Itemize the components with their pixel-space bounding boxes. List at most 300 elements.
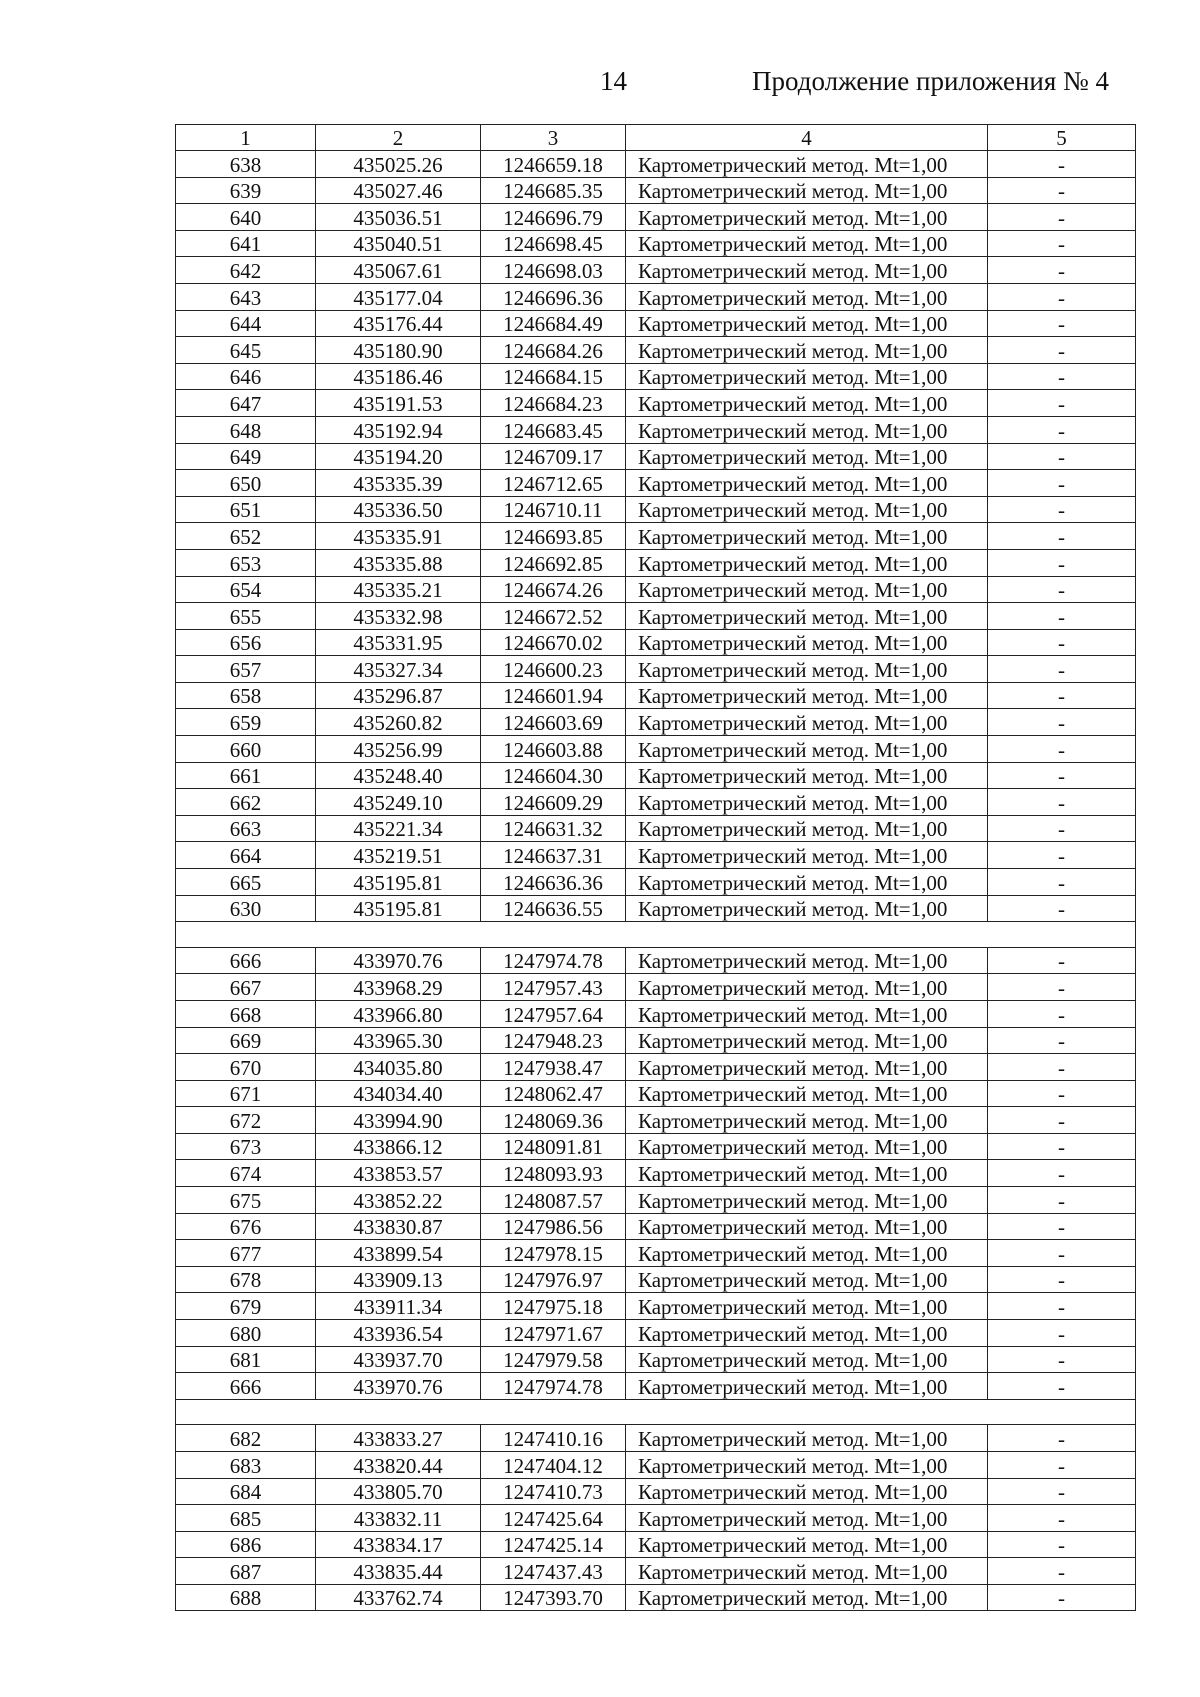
method-cell: Картометрический метод. Mt=1,00 <box>626 283 988 310</box>
method-cell: Картометрический метод. Mt=1,00 <box>626 1320 988 1347</box>
point-number-cell: 642 <box>176 257 316 284</box>
x-coordinate-cell: 433830.87 <box>316 1213 481 1240</box>
note-cell: - <box>988 1240 1136 1267</box>
method-cell: Картометрический метод. Mt=1,00 <box>626 1133 988 1160</box>
coordinates-table <box>175 124 1136 1611</box>
x-coordinate-cell: 433937.70 <box>316 1346 481 1373</box>
table-row <box>176 257 1136 284</box>
x-coordinate-cell: 433994.90 <box>316 1107 481 1134</box>
method-cell: Картометрический метод. Mt=1,00 <box>626 1054 988 1081</box>
y-coordinate-cell: 1246684.15 <box>481 363 626 390</box>
y-coordinate-cell: 1247404.12 <box>481 1451 626 1478</box>
group-separator-row <box>176 922 1136 948</box>
note-cell: - <box>988 1558 1136 1585</box>
table-row <box>176 1080 1136 1107</box>
x-coordinate-cell: 435195.81 <box>316 895 481 922</box>
column-header: 4 <box>626 125 988 151</box>
method-cell: Картометрический метод. Mt=1,00 <box>626 682 988 709</box>
point-number-cell: 664 <box>176 842 316 869</box>
method-cell: Картометрический метод. Mt=1,00 <box>626 1027 988 1054</box>
method-cell: Картометрический метод. Mt=1,00 <box>626 736 988 763</box>
table-row <box>176 682 1136 709</box>
note-cell: - <box>988 257 1136 284</box>
y-coordinate-cell: 1247957.64 <box>481 1000 626 1027</box>
table-row <box>176 337 1136 364</box>
x-coordinate-cell: 433853.57 <box>316 1160 481 1187</box>
x-coordinate-cell: 433968.29 <box>316 974 481 1001</box>
y-coordinate-cell: 1246692.85 <box>481 549 626 576</box>
y-coordinate-cell: 1247410.16 <box>481 1425 626 1452</box>
y-coordinate-cell: 1246685.35 <box>481 177 626 204</box>
method-cell: Картометрический метод. Mt=1,00 <box>626 204 988 231</box>
x-coordinate-cell: 435332.98 <box>316 603 481 630</box>
note-cell: - <box>988 470 1136 497</box>
x-coordinate-cell: 435335.21 <box>316 576 481 603</box>
table-row <box>176 470 1136 497</box>
y-coordinate-cell: 1246631.32 <box>481 815 626 842</box>
point-number-cell: 675 <box>176 1187 316 1214</box>
x-coordinate-cell: 434034.40 <box>316 1080 481 1107</box>
table-row <box>176 523 1136 550</box>
note-cell: - <box>988 682 1136 709</box>
note-cell: - <box>988 1425 1136 1452</box>
y-coordinate-cell: 1246698.03 <box>481 257 626 284</box>
table-row <box>176 1373 1136 1400</box>
point-number-cell: 683 <box>176 1451 316 1478</box>
note-cell: - <box>988 337 1136 364</box>
table-row <box>176 1133 1136 1160</box>
y-coordinate-cell: 1246672.52 <box>481 603 626 630</box>
note-cell: - <box>988 1531 1136 1558</box>
note-cell: - <box>988 1478 1136 1505</box>
x-coordinate-cell: 435296.87 <box>316 682 481 709</box>
point-number-cell: 667 <box>176 974 316 1001</box>
y-coordinate-cell: 1248069.36 <box>481 1107 626 1134</box>
table-row <box>176 1505 1136 1532</box>
table-row <box>176 1584 1136 1611</box>
y-coordinate-cell: 1247976.97 <box>481 1266 626 1293</box>
method-cell: Картометрический метод. Mt=1,00 <box>626 1266 988 1293</box>
y-coordinate-cell: 1246693.85 <box>481 523 626 550</box>
x-coordinate-cell: 435036.51 <box>316 204 481 231</box>
table-row <box>176 629 1136 656</box>
x-coordinate-cell: 435040.51 <box>316 230 481 257</box>
column-number-row <box>176 125 1136 151</box>
y-coordinate-cell: 1247974.78 <box>481 1373 626 1400</box>
note-cell: - <box>988 709 1136 736</box>
note-cell: - <box>988 603 1136 630</box>
method-cell: Картометрический метод. Mt=1,00 <box>626 1373 988 1400</box>
y-coordinate-cell: 1246698.45 <box>481 230 626 257</box>
method-cell: Картометрический метод. Mt=1,00 <box>626 151 988 178</box>
x-coordinate-cell: 433911.34 <box>316 1293 481 1320</box>
y-coordinate-cell: 1247410.73 <box>481 1478 626 1505</box>
x-coordinate-cell: 435186.46 <box>316 363 481 390</box>
table-row <box>176 895 1136 922</box>
method-cell: Картометрический метод. Mt=1,00 <box>626 1213 988 1240</box>
x-coordinate-cell: 435249.10 <box>316 789 481 816</box>
y-coordinate-cell: 1246609.29 <box>481 789 626 816</box>
point-number-cell: 681 <box>176 1346 316 1373</box>
point-number-cell: 645 <box>176 337 316 364</box>
page-number: 14 <box>600 66 627 96</box>
note-cell: - <box>988 1346 1136 1373</box>
method-cell: Картометрический метод. Mt=1,00 <box>626 762 988 789</box>
point-number-cell: 668 <box>176 1000 316 1027</box>
x-coordinate-cell: 435331.95 <box>316 629 481 656</box>
x-coordinate-cell: 435180.90 <box>316 337 481 364</box>
point-number-cell: 680 <box>176 1320 316 1347</box>
method-cell: Картометрический метод. Mt=1,00 <box>626 1107 988 1134</box>
x-coordinate-cell: 435221.34 <box>316 815 481 842</box>
x-coordinate-cell: 435027.46 <box>316 177 481 204</box>
table-row <box>176 709 1136 736</box>
method-cell: Картометрический метод. Mt=1,00 <box>626 470 988 497</box>
y-coordinate-cell: 1246674.26 <box>481 576 626 603</box>
table-row <box>176 789 1136 816</box>
point-number-cell: 659 <box>176 709 316 736</box>
column-header: 2 <box>316 125 481 151</box>
point-number-cell: 660 <box>176 736 316 763</box>
y-coordinate-cell: 1247971.67 <box>481 1320 626 1347</box>
method-cell: Картометрический метод. Mt=1,00 <box>626 1451 988 1478</box>
x-coordinate-cell: 433805.70 <box>316 1478 481 1505</box>
y-coordinate-cell: 1248087.57 <box>481 1187 626 1214</box>
y-coordinate-cell: 1246603.69 <box>481 709 626 736</box>
method-cell: Картометрический метод. Mt=1,00 <box>626 1000 988 1027</box>
method-cell: Картометрический метод. Mt=1,00 <box>626 842 988 869</box>
x-coordinate-cell: 435067.61 <box>316 257 481 284</box>
y-coordinate-cell: 1247957.43 <box>481 974 626 1001</box>
table-row <box>176 603 1136 630</box>
method-cell: Картометрический метод. Mt=1,00 <box>626 1584 988 1611</box>
table-row <box>176 815 1136 842</box>
y-coordinate-cell: 1246684.49 <box>481 310 626 337</box>
method-cell: Картометрический метод. Mt=1,00 <box>626 895 988 922</box>
method-cell: Картометрический метод. Mt=1,00 <box>626 390 988 417</box>
method-cell: Картометрический метод. Mt=1,00 <box>626 1531 988 1558</box>
point-number-cell: 649 <box>176 443 316 470</box>
y-coordinate-cell: 1247948.23 <box>481 1027 626 1054</box>
x-coordinate-cell: 435192.94 <box>316 416 481 443</box>
method-cell: Картометрический метод. Mt=1,00 <box>626 363 988 390</box>
point-number-cell: 688 <box>176 1584 316 1611</box>
note-cell: - <box>988 1107 1136 1134</box>
point-number-cell: 641 <box>176 230 316 257</box>
table-row <box>176 656 1136 683</box>
note-cell: - <box>988 549 1136 576</box>
x-coordinate-cell: 433970.76 <box>316 947 481 974</box>
table-row <box>176 310 1136 337</box>
table-row <box>176 230 1136 257</box>
note-cell: - <box>988 390 1136 417</box>
table-row <box>176 1160 1136 1187</box>
x-coordinate-cell: 435335.88 <box>316 549 481 576</box>
x-coordinate-cell: 435336.50 <box>316 496 481 523</box>
point-number-cell: 658 <box>176 682 316 709</box>
table-row <box>176 1293 1136 1320</box>
x-coordinate-cell: 433965.30 <box>316 1027 481 1054</box>
table-row <box>176 1451 1136 1478</box>
x-coordinate-cell: 433909.13 <box>316 1266 481 1293</box>
table-row <box>176 1000 1136 1027</box>
table-row <box>176 1346 1136 1373</box>
y-coordinate-cell: 1247978.15 <box>481 1240 626 1267</box>
note-cell: - <box>988 1505 1136 1532</box>
point-number-cell: 650 <box>176 470 316 497</box>
note-cell: - <box>988 1133 1136 1160</box>
method-cell: Картометрический метод. Mt=1,00 <box>626 1505 988 1532</box>
y-coordinate-cell: 1247974.78 <box>481 947 626 974</box>
point-number-cell: 682 <box>176 1425 316 1452</box>
note-cell: - <box>988 895 1136 922</box>
note-cell: - <box>988 363 1136 390</box>
x-coordinate-cell: 435260.82 <box>316 709 481 736</box>
note-cell: - <box>988 177 1136 204</box>
y-coordinate-cell: 1246696.79 <box>481 204 626 231</box>
method-cell: Картометрический метод. Mt=1,00 <box>626 789 988 816</box>
table-row <box>176 177 1136 204</box>
note-cell: - <box>988 947 1136 974</box>
point-number-cell: 671 <box>176 1080 316 1107</box>
y-coordinate-cell: 1247938.47 <box>481 1054 626 1081</box>
table-row <box>176 1054 1136 1081</box>
method-cell: Картометрический метод. Mt=1,00 <box>626 1240 988 1267</box>
y-coordinate-cell: 1246684.26 <box>481 337 626 364</box>
point-number-cell: 673 <box>176 1133 316 1160</box>
table-row <box>176 842 1136 869</box>
table-row <box>176 1187 1136 1214</box>
note-cell: - <box>988 869 1136 896</box>
method-cell: Картометрический метод. Mt=1,00 <box>626 709 988 736</box>
x-coordinate-cell: 433899.54 <box>316 1240 481 1267</box>
method-cell: Картометрический метод. Mt=1,00 <box>626 1160 988 1187</box>
x-coordinate-cell: 434035.80 <box>316 1054 481 1081</box>
point-number-cell: 654 <box>176 576 316 603</box>
method-cell: Картометрический метод. Mt=1,00 <box>626 603 988 630</box>
note-cell: - <box>988 151 1136 178</box>
table-row <box>176 283 1136 310</box>
point-number-cell: 674 <box>176 1160 316 1187</box>
point-number-cell: 630 <box>176 895 316 922</box>
table-row <box>176 1531 1136 1558</box>
point-number-cell: 640 <box>176 204 316 231</box>
method-cell: Картометрический метод. Mt=1,00 <box>626 496 988 523</box>
point-number-cell: 655 <box>176 603 316 630</box>
x-coordinate-cell: 435327.34 <box>316 656 481 683</box>
x-coordinate-cell: 435335.39 <box>316 470 481 497</box>
method-cell: Картометрический метод. Mt=1,00 <box>626 549 988 576</box>
table-row <box>176 1213 1136 1240</box>
point-number-cell: 678 <box>176 1266 316 1293</box>
note-cell: - <box>988 283 1136 310</box>
table-row <box>176 1478 1136 1505</box>
y-coordinate-cell: 1246601.94 <box>481 682 626 709</box>
y-coordinate-cell: 1246604.30 <box>481 762 626 789</box>
table-row <box>176 416 1136 443</box>
y-coordinate-cell: 1247986.56 <box>481 1213 626 1240</box>
x-coordinate-cell: 433970.76 <box>316 1373 481 1400</box>
table-row <box>176 1320 1136 1347</box>
point-number-cell: 661 <box>176 762 316 789</box>
note-cell: - <box>988 789 1136 816</box>
point-number-cell: 646 <box>176 363 316 390</box>
note-cell: - <box>988 736 1136 763</box>
y-coordinate-cell: 1247975.18 <box>481 1293 626 1320</box>
column-header: 3 <box>481 125 626 151</box>
method-cell: Картометрический метод. Mt=1,00 <box>626 310 988 337</box>
table-row <box>176 974 1136 1001</box>
point-number-cell: 685 <box>176 1505 316 1532</box>
point-number-cell: 663 <box>176 815 316 842</box>
y-coordinate-cell: 1246696.36 <box>481 283 626 310</box>
y-coordinate-cell: 1246710.11 <box>481 496 626 523</box>
method-cell: Картометрический метод. Mt=1,00 <box>626 815 988 842</box>
note-cell: - <box>988 842 1136 869</box>
point-number-cell: 656 <box>176 629 316 656</box>
x-coordinate-cell: 433835.44 <box>316 1558 481 1585</box>
point-number-cell: 665 <box>176 869 316 896</box>
table-row <box>176 947 1136 974</box>
table-row <box>176 151 1136 178</box>
point-number-cell: 684 <box>176 1478 316 1505</box>
point-number-cell: 639 <box>176 177 316 204</box>
note-cell: - <box>988 416 1136 443</box>
method-cell: Картометрический метод. Mt=1,00 <box>626 230 988 257</box>
table-row <box>176 1558 1136 1585</box>
note-cell: - <box>988 762 1136 789</box>
x-coordinate-cell: 435177.04 <box>316 283 481 310</box>
method-cell: Картометрический метод. Mt=1,00 <box>626 1425 988 1452</box>
method-cell: Картометрический метод. Mt=1,00 <box>626 1293 988 1320</box>
note-cell: - <box>988 1187 1136 1214</box>
appendix-continuation-header: Продолжение приложения № 4 <box>752 66 1110 96</box>
x-coordinate-cell: 435248.40 <box>316 762 481 789</box>
point-number-cell: 647 <box>176 390 316 417</box>
note-cell: - <box>988 1266 1136 1293</box>
table-row <box>176 390 1136 417</box>
note-cell: - <box>988 1373 1136 1400</box>
method-cell: Картометрический метод. Mt=1,00 <box>626 947 988 974</box>
method-cell: Картометрический метод. Mt=1,00 <box>626 443 988 470</box>
y-coordinate-cell: 1246670.02 <box>481 629 626 656</box>
note-cell: - <box>988 1054 1136 1081</box>
table-row <box>176 1240 1136 1267</box>
y-coordinate-cell: 1247437.43 <box>481 1558 626 1585</box>
x-coordinate-cell: 433834.17 <box>316 1531 481 1558</box>
y-coordinate-cell: 1246636.36 <box>481 869 626 896</box>
point-number-cell: 670 <box>176 1054 316 1081</box>
y-coordinate-cell: 1247425.14 <box>481 1531 626 1558</box>
y-coordinate-cell: 1248062.47 <box>481 1080 626 1107</box>
point-number-cell: 687 <box>176 1558 316 1585</box>
table-row <box>176 443 1136 470</box>
table-body <box>176 125 1136 1611</box>
table-row <box>176 363 1136 390</box>
table-row <box>176 549 1136 576</box>
method-cell: Картометрический метод. Mt=1,00 <box>626 1558 988 1585</box>
method-cell: Картометрический метод. Mt=1,00 <box>626 1346 988 1373</box>
x-coordinate-cell: 433833.27 <box>316 1425 481 1452</box>
y-coordinate-cell: 1246712.65 <box>481 470 626 497</box>
point-number-cell: 672 <box>176 1107 316 1134</box>
method-cell: Картометрический метод. Mt=1,00 <box>626 1080 988 1107</box>
method-cell: Картометрический метод. Mt=1,00 <box>626 337 988 364</box>
x-coordinate-cell: 433866.12 <box>316 1133 481 1160</box>
point-number-cell: 657 <box>176 656 316 683</box>
table-row <box>176 1266 1136 1293</box>
method-cell: Картометрический метод. Mt=1,00 <box>626 629 988 656</box>
table-row <box>176 576 1136 603</box>
point-number-cell: 651 <box>176 496 316 523</box>
table-row <box>176 1425 1136 1452</box>
method-cell: Картометрический метод. Mt=1,00 <box>626 257 988 284</box>
group-separator-row <box>176 1399 1136 1425</box>
point-number-cell: 669 <box>176 1027 316 1054</box>
x-coordinate-cell: 435025.26 <box>316 151 481 178</box>
method-cell: Картометрический метод. Mt=1,00 <box>626 576 988 603</box>
x-coordinate-cell: 435335.91 <box>316 523 481 550</box>
method-cell: Картометрический метод. Mt=1,00 <box>626 974 988 1001</box>
note-cell: - <box>988 1584 1136 1611</box>
point-number-cell: 662 <box>176 789 316 816</box>
x-coordinate-cell: 435256.99 <box>316 736 481 763</box>
x-coordinate-cell: 433832.11 <box>316 1505 481 1532</box>
point-number-cell: 648 <box>176 416 316 443</box>
note-cell: - <box>988 1451 1136 1478</box>
point-number-cell: 644 <box>176 310 316 337</box>
point-number-cell: 679 <box>176 1293 316 1320</box>
table-row <box>176 869 1136 896</box>
note-cell: - <box>988 310 1136 337</box>
y-coordinate-cell: 1246603.88 <box>481 736 626 763</box>
point-number-cell: 652 <box>176 523 316 550</box>
x-coordinate-cell: 435176.44 <box>316 310 481 337</box>
method-cell: Картометрический метод. Mt=1,00 <box>626 1187 988 1214</box>
note-cell: - <box>988 629 1136 656</box>
note-cell: - <box>988 443 1136 470</box>
column-header: 5 <box>988 125 1136 151</box>
y-coordinate-cell: 1247979.58 <box>481 1346 626 1373</box>
point-number-cell: 666 <box>176 947 316 974</box>
point-number-cell: 638 <box>176 151 316 178</box>
note-cell: - <box>988 1293 1136 1320</box>
y-coordinate-cell: 1246684.23 <box>481 390 626 417</box>
x-coordinate-cell: 435219.51 <box>316 842 481 869</box>
note-cell: - <box>988 523 1136 550</box>
method-cell: Картометрический метод. Mt=1,00 <box>626 869 988 896</box>
table-row <box>176 204 1136 231</box>
table-row <box>176 1027 1136 1054</box>
y-coordinate-cell: 1248091.81 <box>481 1133 626 1160</box>
note-cell: - <box>988 1080 1136 1107</box>
y-coordinate-cell: 1246636.55 <box>481 895 626 922</box>
point-number-cell: 676 <box>176 1213 316 1240</box>
y-coordinate-cell: 1246659.18 <box>481 151 626 178</box>
method-cell: Картометрический метод. Mt=1,00 <box>626 177 988 204</box>
point-number-cell: 677 <box>176 1240 316 1267</box>
note-cell: - <box>988 974 1136 1001</box>
point-number-cell: 643 <box>176 283 316 310</box>
y-coordinate-cell: 1247393.70 <box>481 1584 626 1611</box>
point-number-cell: 653 <box>176 549 316 576</box>
method-cell: Картометрический метод. Mt=1,00 <box>626 416 988 443</box>
note-cell: - <box>988 815 1136 842</box>
note-cell: - <box>988 204 1136 231</box>
y-coordinate-cell: 1246600.23 <box>481 656 626 683</box>
x-coordinate-cell: 435191.53 <box>316 390 481 417</box>
note-cell: - <box>988 496 1136 523</box>
